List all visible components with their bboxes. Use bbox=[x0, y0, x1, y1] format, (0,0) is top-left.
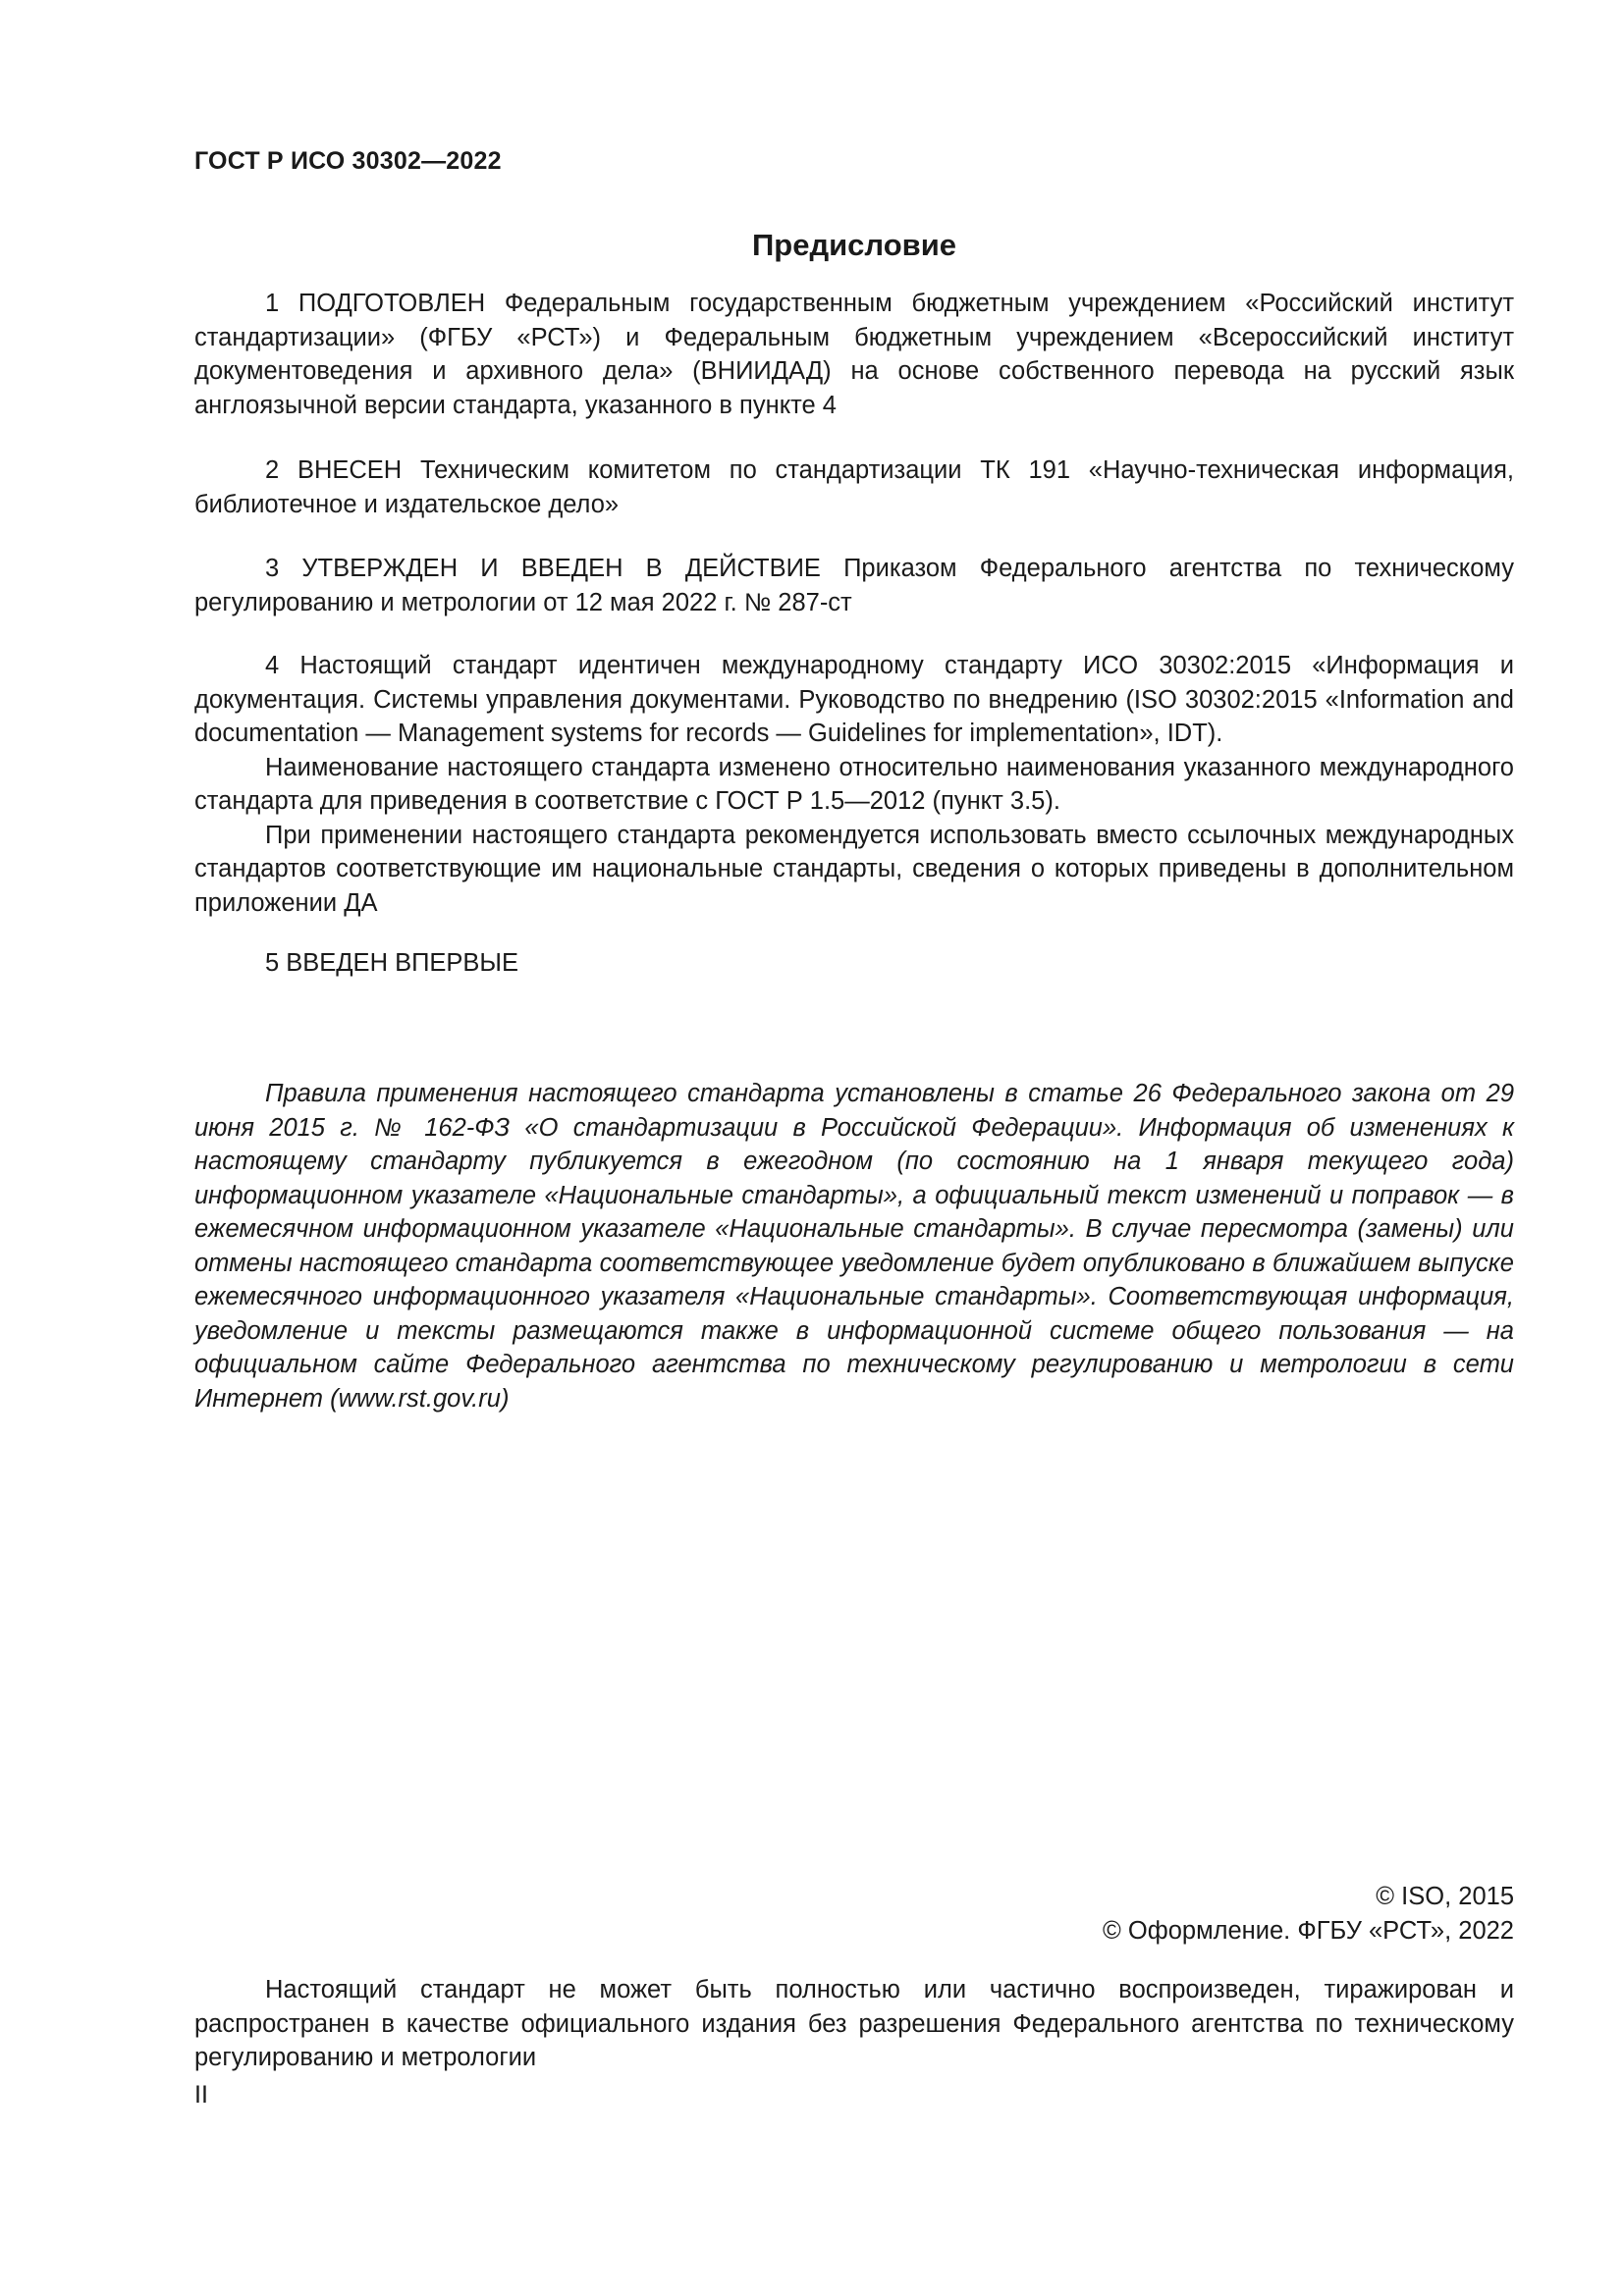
copyright-iso: © ISO, 2015 bbox=[1376, 1883, 1514, 1910]
running-header-document-id: ГОСТ Р ИСО 30302—2022 bbox=[194, 147, 502, 175]
page-number: II bbox=[194, 2081, 208, 2109]
foreword-item-5 bbox=[194, 946, 1514, 981]
foreword-item-5-text: 5 ВВЕДЕН ВПЕРВЫЕ bbox=[265, 949, 519, 977]
foreword-item-4-note-title-change: Наименование настоящего стандарта изменено относительно наименования указанного международного стандарта для приведения в соответствие с ГОСТ Р 1.5—2012 (пункт 3.5). bbox=[194, 753, 1514, 815]
reproduction-notice-text: Настоящий стандарт не может быть полностью или частично воспроизведен, тиражирован и распространен в качестве официального издания без разрешения Федерального агентства по техническому регулированию и метрологии bbox=[194, 1976, 1514, 2071]
copyright-design: © Оформление. ФГБУ «РСТ», 2022 bbox=[1103, 1917, 1514, 1945]
copyright-block bbox=[194, 1880, 1514, 1949]
foreword-item-2 bbox=[194, 454, 1514, 521]
foreword-item-2-text: 2 ВНЕСЕН Техническим комитетом по стандартизации ТК 191 «Научно-техническая информация, библиотечное и издательское дело» bbox=[194, 456, 1514, 518]
foreword-item-1 bbox=[194, 287, 1514, 422]
foreword-item-4-text: 4 Настоящий стандарт идентичен международному стандарту ИСО 30302:2015 «Информация и документация. Системы управления документами. Руководство по внедрению (ISO 30302:2015 «Information and documentation — Management systems for records — Guidelines for implementation», IDT). bbox=[194, 652, 1514, 747]
legal-notice bbox=[194, 1077, 1514, 1415]
foreword-item-4-note-references: При применении настоящего стандарта рекомендуется использовать вместо ссылочных международных стандартов соответствующие им национальные стандарты, сведения о которых приведены в дополнительном приложении ДА bbox=[194, 821, 1514, 917]
foreword-item-1-text: 1 ПОДГОТОВЛЕН Федеральным государственным бюджетным учреждением «Российский институт стандартизации» (ФГБУ «РСТ») и Федеральным бюджетным учреждением «Всероссийский институт документоведения и архивного дела» (ВНИИДАД) на основе собственного перевода на русский язык англоязычной версии стандарта, указанного в пункте 4 bbox=[194, 290, 1514, 419]
foreword-item-4 bbox=[194, 649, 1514, 920]
foreword-item-3 bbox=[194, 552, 1514, 619]
foreword-title: Предисловие bbox=[751, 228, 956, 262]
legal-notice-text: Правила применения настоящего стандарта установлены в статье 26 Федерального закона от 29 июня 2015 г. № 162-ФЗ «О стандартизации в Российской Федерации». Информация об изменениях к настоящему стандарту публикуется в ежегодном (по состоянию на 1 января текущего года) информационном указателе «Национальные стандарты», а официальный текст изменений и поправок — в ежемесячном информационном указателе «Национальные стандарты». В случае пересмотра (замены) или отмены настоящего стандарта соответствующее уведомление будет опубликовано в ближайшем выпуске ежемесячного информационного указателя «Национальные стандарты». Соответствующая информация, уведомление и тексты размещаются также в информационной системе общего пользования — на официальном сайте Федерального агентства по техническому регулированию и метрологии в сети Интернет (www.rst.gov.ru) bbox=[194, 1080, 1514, 1413]
foreword-item-3-text: 3 УТВЕРЖДЕН И ВВЕДЕН В ДЕЙСТВИЕ Приказом Федерального агентства по техническому регулированию и метрологии от 12 мая 2022 г. № 287-ст bbox=[194, 555, 1514, 616]
reproduction-notice bbox=[194, 1973, 1514, 2075]
